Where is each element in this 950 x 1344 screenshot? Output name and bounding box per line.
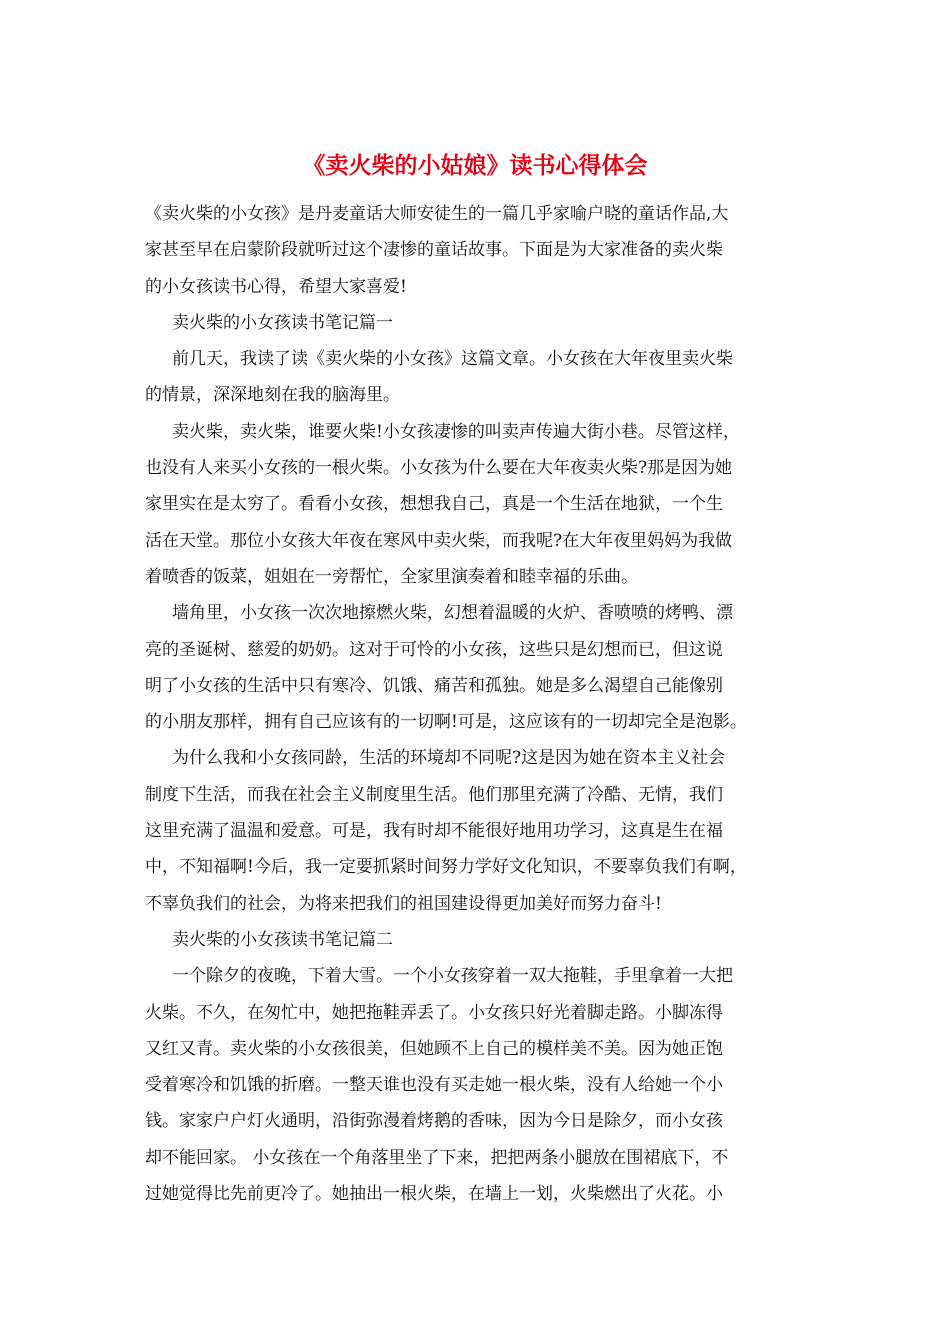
text-line: 活在天堂。那位小女孩大年夜在寒风中卖火柴，而我呢?在大年夜里妈妈为我做 [145,530,733,551]
text-line: 的情景，深深地刻在我的脑海里。 [145,385,400,406]
text-line: 的小朋友那样，拥有自己应该有的一切啊!可是，这应该有的一切却完全是泡影。 [145,712,747,733]
text-line: 过她觉得比先前更冷了。她抽出一根火柴，在墙上一划，火柴燃出了火花。小 [145,1184,723,1205]
text-line: 一个除夕的夜晚，下着大雪。一个小女孩穿着一双大拖鞋，手里拿着一大把 [172,966,733,987]
text-line: 前几天，我读了读《卖火柴的小女孩》这篇文章。小女孩在大年夜里卖火柴 [172,349,733,370]
text-line: 钱。家家户户灯火通明，沿街弥漫着烤鹅的香味，因为今日是除夕，而小女孩 [145,1111,723,1132]
text-line: 卖火柴，卖火柴，谁要火柴!小女孩凄惨的叫卖声传遍大街小巷。尽管这样， [172,421,740,442]
text-line: 卖火柴的小女孩读书笔记篇一 [172,312,393,333]
text-line: 家甚至早在启蒙阶段就听过这个凄惨的童话故事。下面是为大家准备的卖火柴 [145,240,723,261]
text-line: 卖火柴的小女孩读书笔记篇二 [172,929,393,950]
text-line: 制度下生活，而我在社会主义制度里生活。他们那里充满了冷酷、无情，我们 [145,784,723,805]
text-line: 家里实在是太穷了。看看小女孩，想想我自己，真是一个生活在地狱，一个生 [145,494,723,515]
text-line: 这里充满了温温和爱意。可是，我有时却不能很好地用功学习，这真是生在福 [145,821,723,842]
page-title: 《卖火柴的小姑娘》读书心得体会 [302,152,648,179]
text-line: 不辜负我们的社会，为将来把我们的祖国建设得更加美好而努力奋斗! [145,893,662,914]
text-line: 又红又青。卖火柴的小女孩很美，但她顾不上自己的模样美不美。因为她正饱 [145,1038,723,1059]
text-line: 火柴。不久，在匆忙中，她把拖鞋弄丢了。小女孩只好光着脚走路。小脚冻得 [145,1002,723,1023]
text-line: 却不能回家。 小女孩在一个角落里坐了下来，把把两条小腿放在围裙底下，不 [145,1147,729,1168]
text-line: 明了小女孩的生活中只有寒冷、饥饿、痛苦和孤独。她是多么渴望自己能像别 [145,675,723,696]
document-body [145,196,810,1212]
text-line: 受着寒冷和饥饿的折磨。一整天谁也没有买走她一根火柴，没有人给她一个小 [145,1075,723,1096]
text-line: 中，不知福啊!今后，我一定要抓紧时间努力学好文化知识，不要辜负我们有啊， [145,857,747,878]
text-line: 也没有人来买小女孩的一根火柴。小女孩为什么要在大年夜卖火柴?那是因为她 [145,458,733,479]
text-line: 的小女孩读书心得，希望大家喜爱! [145,276,407,297]
text-line: 为什么我和小女孩同龄，生活的环境却不同呢?这是因为她在资本主义社会 [172,748,726,769]
text-line: 墙角里，小女孩一次次地擦燃火柴，幻想着温暖的火炉、香喷喷的烤鸭、漂 [172,603,733,624]
text-line: 着喷香的饭菜，姐姐在一旁帮忙，全家里演奏着和睦幸福的乐曲。 [145,566,638,587]
text-line: 《卖火柴的小女孩》是丹麦童话大师安徒生的一篇几乎家喻户晓的童话作品,大 [145,204,729,224]
text-line: 亮的圣诞树、慈爱的奶奶。这对于可怜的小女孩，这些只是幻想而已，但这说 [145,639,723,660]
